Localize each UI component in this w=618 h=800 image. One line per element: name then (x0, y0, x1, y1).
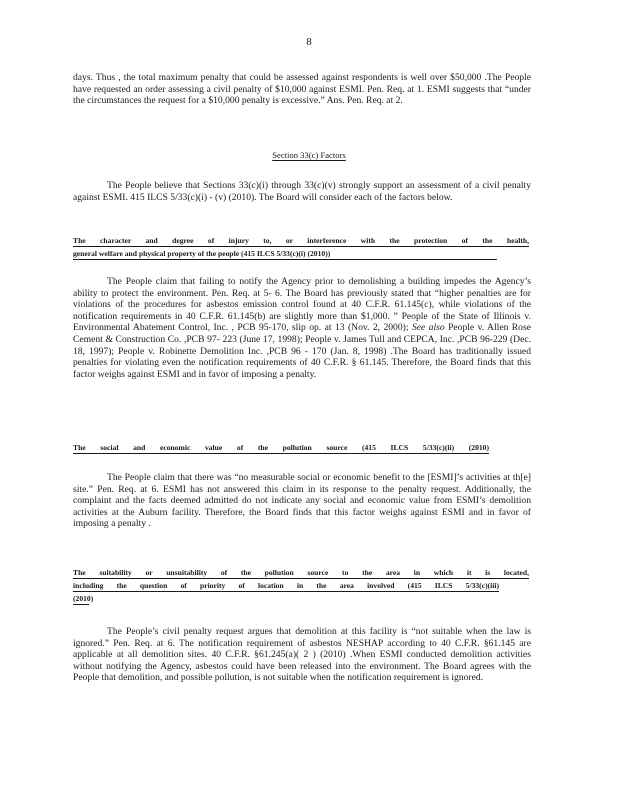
paragraph-failing-to-notify-rest: People v. Allen Rose Cement & Construction Co. ,PCB 97- 223 (June 17, 1998); People v. James Tull and CEPCA, Inc. ,PCB 96-229 (Dec. 18, 1997); People v. Robinette Demolition Inc. ,PCB 96 - 170 (Jan. 8, 1998) .The Board has traditionally issued penalties for violating even the notification requirements of 40 C.F.R. § 61.145. Therefore, the Board finds that this factor weighs against ESMI and in favor of imposing a penalty. (73, 322, 531, 380)
factor-heading-suitability-line1: The suitability or unsuitability of the pollution source to the area in which it is located, (73, 568, 529, 579)
factor-heading-suitability-line2: including the question of priority of location in the area involved (415 ILCS 5/33(c)(iii) (73, 581, 499, 592)
paragraph-failing-to-notify (73, 276, 531, 380)
section-heading (0, 150, 618, 160)
factor-heading-social-value: The social and economic value of the pollution source (415 ILCS 5/33(c)(ii) (2010) (73, 443, 489, 454)
see-also-signal: See also (411, 322, 445, 334)
paragraph-penalty-amount: days. Thus , the total maximum penalty that could be assessed against respondents is well over $50,000 .The People have requested an order assessing a civil penalty of $10,000 against ESMI. Pen. Req. at 1. ESMI suggests that “under the circumstances the request for a $10,000 penalty is excessive.” Ans. Pen. Req. at 2. (73, 72, 531, 107)
paragraph-social-benefit: The People claim that there was “no measurable social or economic benefit to the [ESMI]’s activities at th[e] site.” Pen. Req. at 6. ESMI has not answered this claim in its response to the penalty request. Additionally, the complaint and the facts deemed admitted do not indicate any social and economic value from ESMI’s demolition activities at the Auburn facility. Therefore, the Board finds that this factor weighs against ESMI and in favor of imposing a penalty . (73, 472, 531, 530)
factor-heading-character-line1: The character and degree of injury to, or interference with the protection of the health, (73, 236, 529, 247)
paragraph-failing-to-notify-text: The People claim that failing to notify the Agency prior to demolishing a building impedes the Agency’s ability to protect the environment. Pen. Req. at 5- 6. The Board has previously stated that “higher penalties are for violations of the procedures for asbestos emission control found at 40 C.F.R. 61.145(c), while violations of the notification requirements in 40 C.F.R. 61.145(b) are slightly more than $1,000. ” People of the State of Illinois v. Environmental Abatement Control, Inc. , PCB 95-170, slip op. at 13 (Nov. 2, 2000); (73, 276, 531, 334)
factor-heading-character-line2: general welfare and physical property of the people (415 ILCS 5/33(c)(i) (2010)) (73, 249, 497, 260)
page-number: 8 (306, 36, 312, 48)
paragraph-people-believe: The People believe that Sections 33(c)(i) through 33(c)(v) strongly support an assessment of a civil penalty against ESMI. 415 ILCS 5/33(c)(i) - (v) (2010). The Board will consider each of the factors below. (73, 180, 531, 203)
factor-heading-suitability-line3: (2010) (73, 594, 89, 605)
section-heading-text: Section 33(c) Factors (272, 150, 346, 160)
paragraph-not-suitable: The People’s civil penalty request argues that demolition at this facility is “not suitable when the law is ignored.” Pen. Req. at 6. The notification requirement of asbestos NESHAP according to 40 C.F.R. §61.145 are applicable at all demolition sites. 40 C.F.R. §61.245(a)( 2 ) (2010) .When ESMI conducted demolition activities without notifying the Agency, asbestos could have been released into the environment. The Board agrees with the People that demolition, and possible pollution, is not suitable when the notification requirement is ignored. (73, 626, 531, 684)
